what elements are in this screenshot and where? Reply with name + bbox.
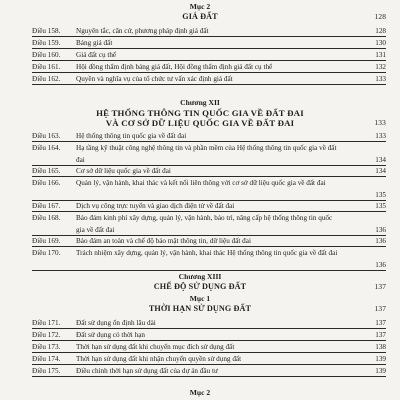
article-title: Hạ tầng kỹ thuật công nghệ thông tin và phần mềm của Hệ thống thông tin quốc gia về đất đai bbox=[76, 144, 337, 164]
underline bbox=[32, 246, 386, 247]
underline bbox=[32, 176, 386, 177]
chapter-title-text: CHẾ ĐỘ SỬ DỤNG ĐẤT bbox=[153, 282, 247, 291]
underline bbox=[32, 352, 386, 353]
article-number: Điều 160. bbox=[32, 51, 61, 59]
underline bbox=[32, 36, 386, 37]
article-number: Điều 169. bbox=[32, 237, 61, 245]
article-title: Đất sử dụng ổn định lâu dài bbox=[76, 319, 156, 327]
underline bbox=[32, 48, 386, 49]
page-number: 139 bbox=[375, 355, 386, 363]
article-title: Giá đất cụ thể bbox=[76, 51, 117, 59]
article-number: Điều 175. bbox=[32, 367, 61, 375]
underline bbox=[32, 60, 386, 61]
article-number: Điều 173. bbox=[32, 343, 61, 351]
section-page: 128 bbox=[374, 12, 386, 21]
page-number: 137 bbox=[375, 319, 386, 327]
page-number: 134 bbox=[375, 167, 386, 175]
section-title-text: GIÁ ĐẤT bbox=[182, 12, 218, 21]
page-number: 137 bbox=[375, 331, 386, 339]
page-number: 128 bbox=[375, 27, 386, 35]
underline bbox=[32, 211, 386, 212]
section-label: Mục 2 bbox=[189, 2, 211, 11]
article-title: Đất sử dụng có thời hạn bbox=[76, 331, 145, 339]
article-title: Hội đồng thẩm định bảng giá đất, Hội đồng thẩm định giá đất cụ thể bbox=[76, 63, 273, 71]
article-title: Quyền và nghĩa vụ của tổ chức tư vấn xác định giá đất bbox=[76, 75, 233, 83]
article-title: Cơ sở dữ liệu quốc gia về đất đai bbox=[76, 167, 171, 175]
chapter-label: Chương XIII bbox=[178, 272, 222, 281]
article-number: Điều 159. bbox=[32, 39, 61, 47]
article-title: Điều chỉnh thời hạn sử dụng đất của dự án đầu tư bbox=[76, 367, 218, 375]
section-title bbox=[0, 304, 400, 314]
page-number: 138 bbox=[375, 343, 386, 351]
underline bbox=[32, 72, 386, 73]
article-number: Điều 168. bbox=[32, 214, 61, 222]
page-number: 133 bbox=[375, 75, 386, 83]
chapter-page: 133 bbox=[374, 118, 386, 127]
article-number: Điều 174. bbox=[32, 355, 61, 363]
article-number: Điều 158. bbox=[32, 27, 61, 35]
section-label: Mục 1 bbox=[189, 294, 211, 303]
article-number: Điều 170. bbox=[32, 249, 61, 257]
underline bbox=[32, 328, 386, 329]
article-number: Điều 164. bbox=[32, 144, 61, 152]
chapter-title-line2: VÀ CƠ SỞ DỮ LIỆU QUỐC GIA VỀ ĐẤT ĐAI bbox=[105, 118, 295, 128]
underline bbox=[32, 270, 386, 271]
section-title-text: THỜI HẠN SỬ DỤNG ĐẤT bbox=[148, 304, 252, 313]
article-title: Quản lý, vận hành, khai thác và kết nối liên thông với cơ sở dữ liệu quốc gia về đất đai bbox=[76, 179, 326, 187]
section-label: Mục 2 bbox=[189, 388, 211, 397]
underline bbox=[32, 141, 386, 142]
chapter-title-line1: HỆ THỐNG THÔNG TIN QUỐC GIA VỀ ĐẤT ĐAI bbox=[96, 108, 304, 118]
page-number: 131 bbox=[375, 51, 386, 59]
chapter-label: Chương XII bbox=[180, 98, 220, 107]
section-title bbox=[0, 12, 400, 22]
article-title: Thời hạn sử dụng đất khi nhận chuyển quyền sử dụng đất bbox=[76, 355, 242, 363]
page-number: 134 bbox=[375, 155, 386, 164]
section-page: 137 bbox=[374, 304, 386, 313]
page-number: 136 bbox=[375, 260, 386, 269]
article-title: Trách nhiệm xây dựng, quản lý, vận hành, khai thác Hệ thống thông tin quốc gia về đất đai bbox=[76, 249, 338, 257]
page-number: 133 bbox=[375, 132, 386, 140]
article-title: Dịch vụ công trực tuyến và giao dịch điện tử về đất đai bbox=[76, 202, 235, 210]
page-number: 139 bbox=[375, 367, 386, 375]
underline bbox=[32, 340, 386, 341]
article-number: Điều 165. bbox=[32, 167, 61, 175]
article-number: Điều 172. bbox=[32, 331, 61, 339]
article-number: Điều 163. bbox=[32, 132, 61, 140]
underline bbox=[32, 376, 386, 377]
article-number: Điều 162. bbox=[32, 75, 61, 83]
article-title: Bảo đảm an toàn và chế độ bảo mật thông tin, dữ liệu đất đai bbox=[76, 237, 251, 245]
article-number: Điều 166. bbox=[32, 179, 61, 187]
page-number: 136 bbox=[375, 237, 386, 245]
article-title: Hệ thống thông tin quốc gia về đất đai bbox=[76, 132, 187, 140]
underline bbox=[32, 84, 386, 85]
page-number: 136 bbox=[375, 225, 386, 234]
article-title: Nguyên tắc, căn cứ, phương pháp định giá đất bbox=[76, 27, 209, 35]
article-number: Điều 167. bbox=[32, 202, 61, 210]
chapter-page: 137 bbox=[374, 282, 386, 291]
page-number: 130 bbox=[375, 39, 386, 47]
chapter-title bbox=[0, 118, 400, 128]
article-title: Thời hạn sử dụng đất khi chuyển mục đích sử dụng đất bbox=[76, 343, 235, 351]
page-number: 132 bbox=[375, 63, 386, 71]
underline bbox=[32, 364, 386, 365]
article-number: Điều 171. bbox=[32, 319, 61, 327]
article-title: Bảo đảm kinh phí xây dựng, quản lý, vận hành, bảo trì, nâng cấp hệ thống thông tin quốc gia về đất đai bbox=[76, 214, 333, 234]
page-number: 135 bbox=[375, 190, 386, 199]
page-number: 135 bbox=[375, 202, 386, 210]
chapter-title bbox=[0, 282, 400, 292]
article-title: Bảng giá đất bbox=[76, 39, 113, 47]
article-number: Điều 161. bbox=[32, 63, 61, 71]
